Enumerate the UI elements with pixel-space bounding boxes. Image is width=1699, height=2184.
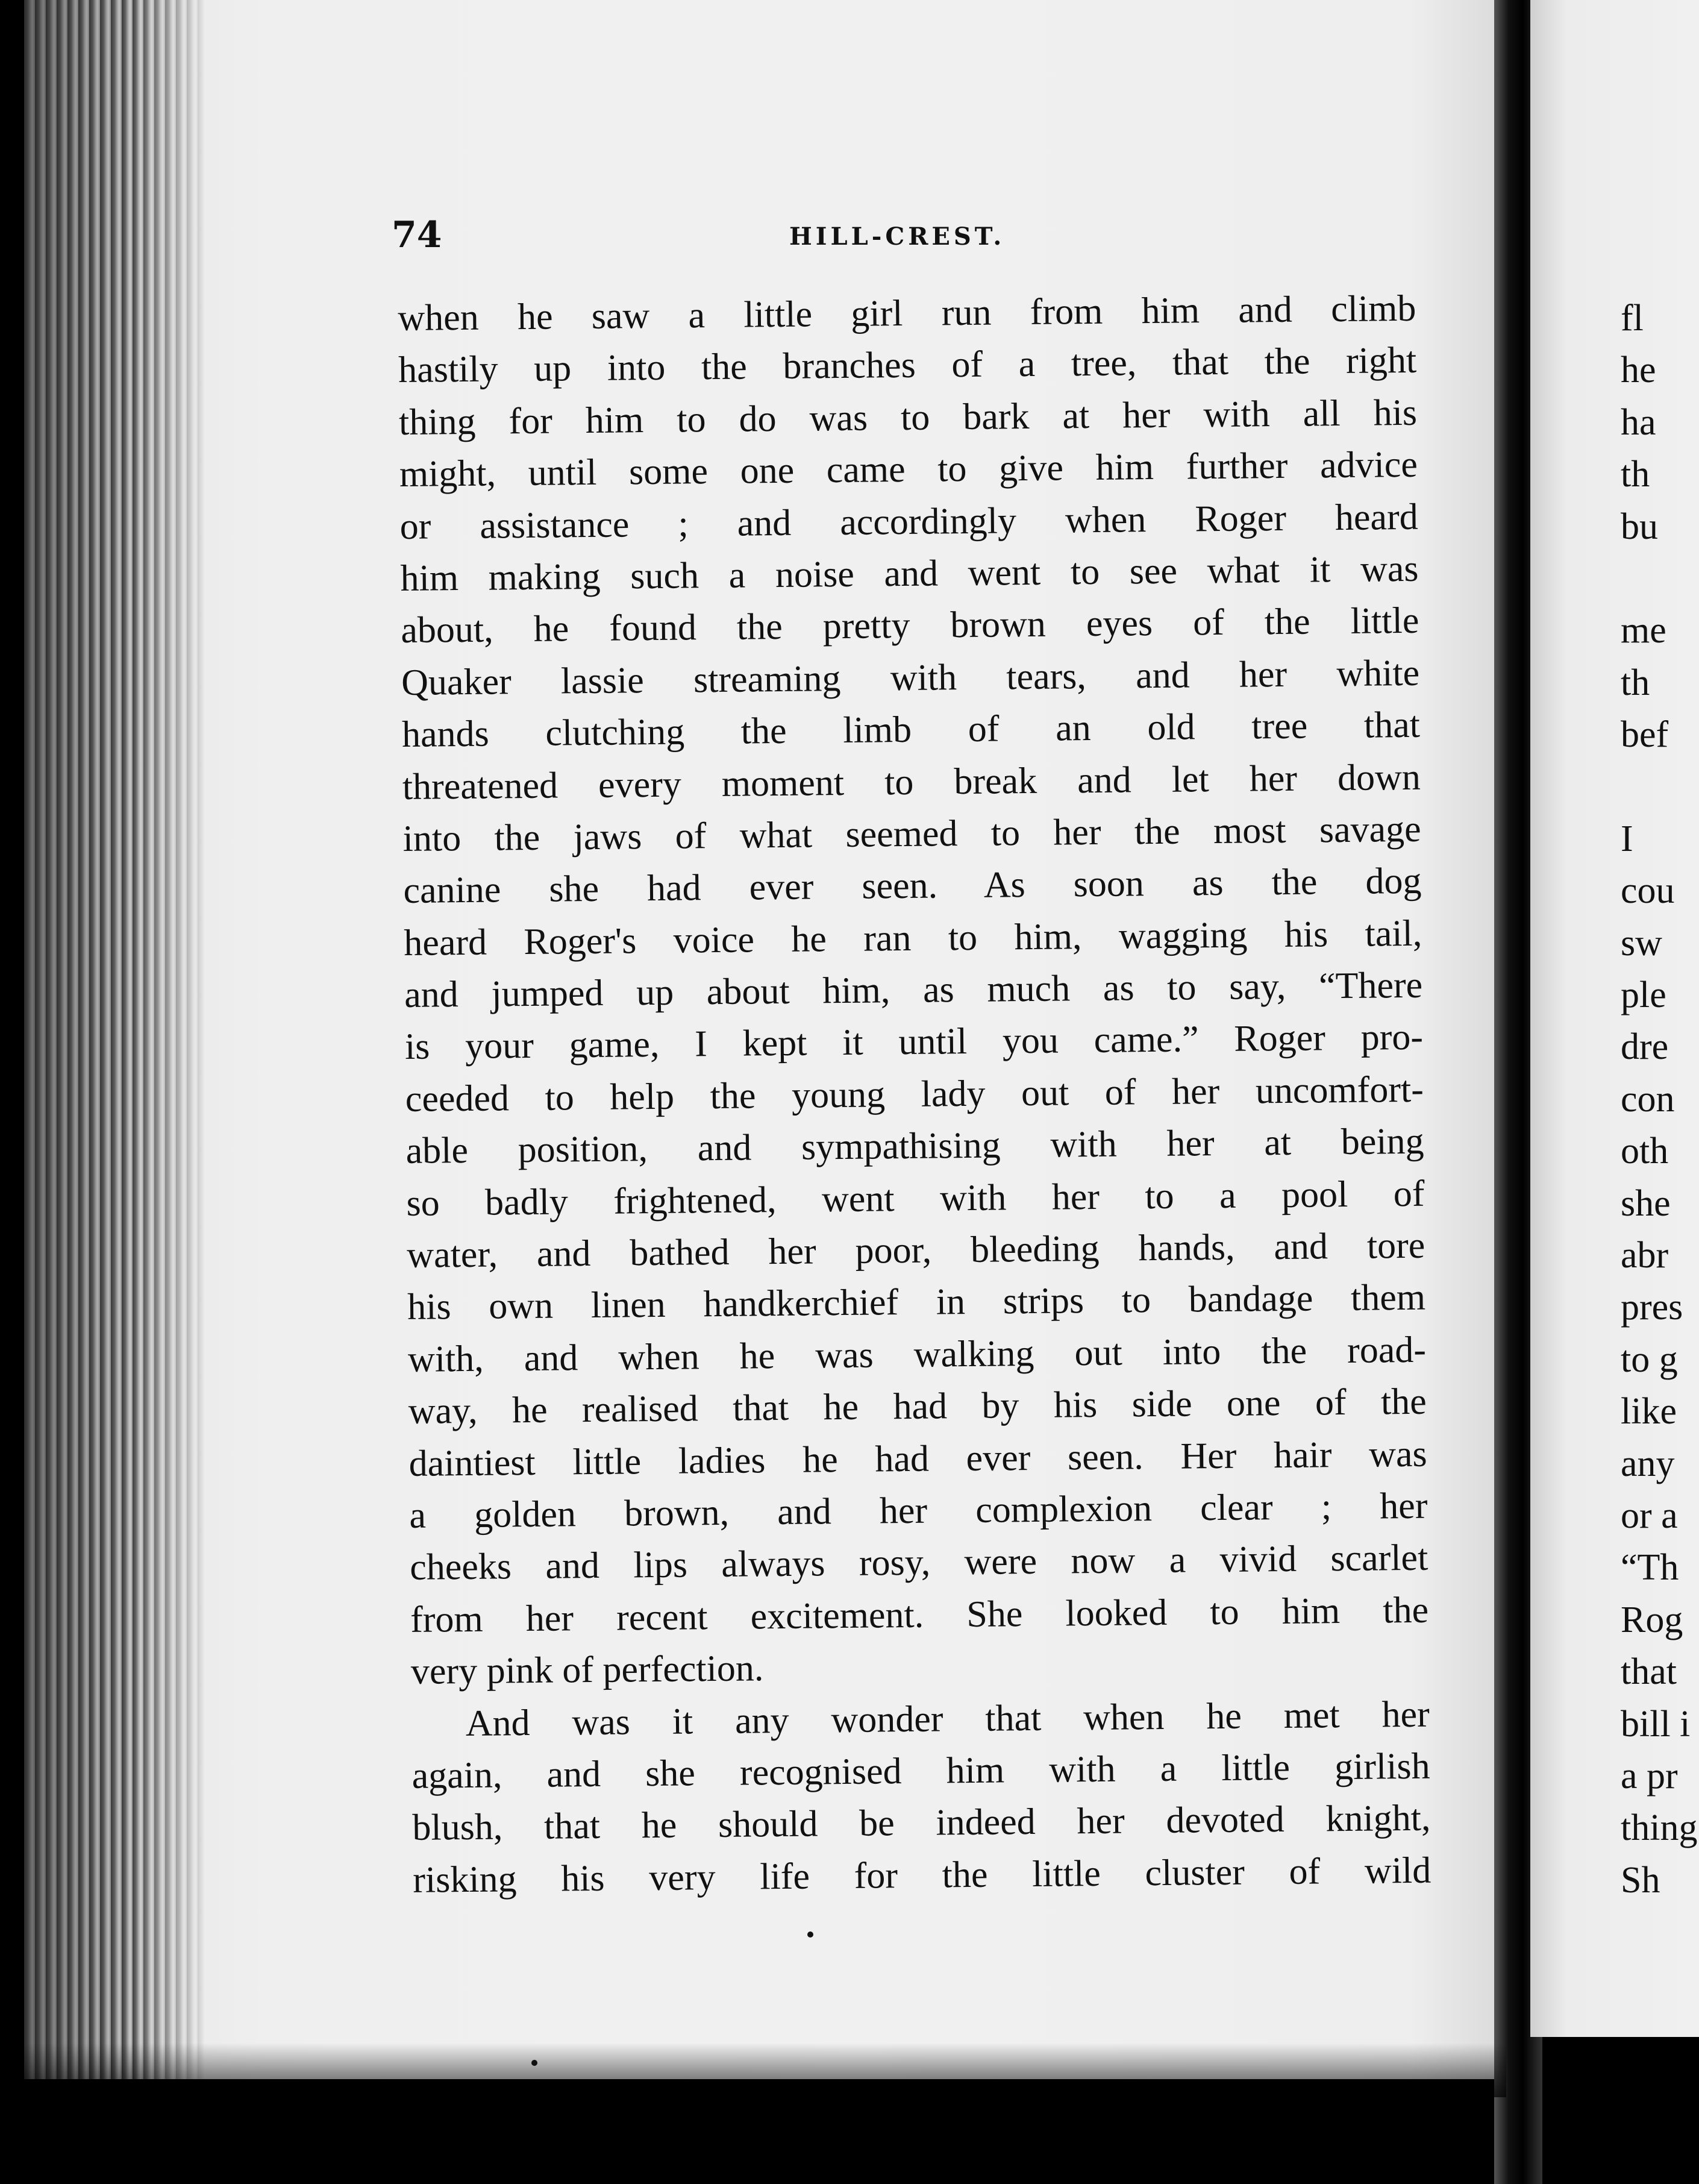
text-line: so badly frightened, went with her to a pool of	[406, 1173, 1425, 1224]
facing-fragment: fl	[1621, 298, 1644, 339]
facing-fragment: th	[1621, 454, 1650, 495]
text-line: with, and when he was walking out into the road-	[407, 1329, 1427, 1380]
text-line: and jumped up about him, as much as to say, “There	[404, 964, 1423, 1016]
text-line: threatened every moment to break and let her down	[402, 756, 1421, 808]
text-line: cheeks and lips always rosy, were now a vivid scarlet	[409, 1537, 1428, 1589]
facing-fragment: me	[1621, 610, 1666, 651]
text-line: very pink of perfection.	[410, 1648, 764, 1693]
text-line: risking his very life for the little cluster of wild	[412, 1850, 1431, 1901]
text-line: or assistance ; and accordingly when Roger heard	[399, 496, 1418, 547]
page-header	[392, 214, 1416, 268]
facing-fragment: cou	[1621, 870, 1675, 912]
facing-fragment: bef	[1621, 714, 1669, 756]
bottom-shadow	[24, 2043, 1506, 2097]
text-line: canine she had ever seen. As soon as the dog	[403, 861, 1422, 912]
facing-fragment	[1621, 761, 1699, 813]
facing-fragment: dre	[1621, 1026, 1669, 1068]
text-line: Quaker lassie streaming with tears, and her white	[401, 652, 1420, 703]
facing-fragment: oth	[1621, 1131, 1669, 1172]
text-line: hands clutching the limb of an old tree that	[401, 704, 1421, 756]
facing-fragment	[1621, 553, 1699, 604]
ink-speck	[531, 2060, 537, 2066]
facing-fragment: or a	[1621, 1495, 1678, 1536]
running-head: HILL-CREST.	[789, 222, 1006, 251]
facing-fragment: any	[1621, 1443, 1675, 1484]
facing-fragment: that	[1621, 1651, 1677, 1693]
text-line: way, he realised that he had by his side one of the	[408, 1381, 1427, 1432]
facing-fragment: bill i	[1621, 1703, 1691, 1745]
text-line: ceeded to help the young lady out of her uncomfort-	[405, 1068, 1424, 1120]
body-text	[398, 283, 1431, 1906]
page-number: 74	[392, 214, 442, 256]
facing-fragment: ple	[1621, 974, 1666, 1016]
facing-fragment: a pr	[1621, 1755, 1678, 1796]
text-line: about, he found the pretty brown eyes of the little	[401, 600, 1419, 651]
text-line: blush, that he should be indeed her devoted knight,	[412, 1797, 1431, 1849]
text-line: heard Roger's voice he ran to him, wagging his tail,	[404, 912, 1422, 964]
text-line: And was it any wonder that when he met her	[465, 1693, 1430, 1744]
facing-fragment: thing	[1621, 1807, 1698, 1849]
facing-fragment: sw	[1621, 922, 1662, 964]
text-line: him making such a noise and went to see what it was	[400, 548, 1419, 599]
text-line: water, and bathed her poor, bleeding hands, and tore	[407, 1225, 1425, 1276]
text-line: able position, and sympathising with her at being	[405, 1120, 1424, 1172]
facing-fragment: like	[1621, 1391, 1677, 1432]
facing-fragment: Rog	[1621, 1599, 1683, 1640]
text-line: from her recent excitement. She looked to him the	[410, 1589, 1429, 1640]
facing-fragment: “Th	[1621, 1547, 1679, 1589]
ink-speck	[807, 1931, 813, 1938]
text-line: daintiest little ladies he had ever seen. Her hair was	[408, 1433, 1427, 1484]
facing-fragment: I	[1621, 818, 1633, 859]
text-line: hastily up into the branches of a tree, that the right	[398, 340, 1417, 391]
facing-fragment: she	[1621, 1182, 1671, 1224]
facing-fragment: abr	[1621, 1235, 1669, 1276]
text-line: might, until some one came to give him further advice	[399, 444, 1418, 495]
text-line: again, and she recognised him with a little girlish	[411, 1745, 1430, 1796]
text-line: when he saw a little girl run from him and climb	[398, 287, 1416, 339]
text-line: a golden brown, and her complexion clear ; her	[409, 1485, 1428, 1536]
facing-fragment: con	[1621, 1078, 1675, 1120]
facing-fragment: to g	[1621, 1338, 1678, 1380]
facing-page-text	[1621, 292, 1699, 1906]
facing-fragment: th	[1621, 662, 1650, 703]
facing-fragment: pres	[1621, 1287, 1683, 1328]
facing-fragment: bu	[1621, 506, 1658, 547]
facing-fragment: ha	[1621, 401, 1656, 443]
page-edges	[24, 0, 205, 2079]
text-line: is your game, I kept it until you came.” Roger pro-	[404, 1017, 1424, 1068]
facing-fragment: he	[1621, 350, 1656, 391]
text-line: thing for him to do was to bark at her with all his	[398, 392, 1418, 443]
text-line: into the jaws of what seemed to her the most savage	[402, 808, 1421, 859]
text-line: his own linen handkerchief in strips to bandage them	[407, 1277, 1426, 1328]
facing-fragment: Sh	[1621, 1859, 1660, 1901]
